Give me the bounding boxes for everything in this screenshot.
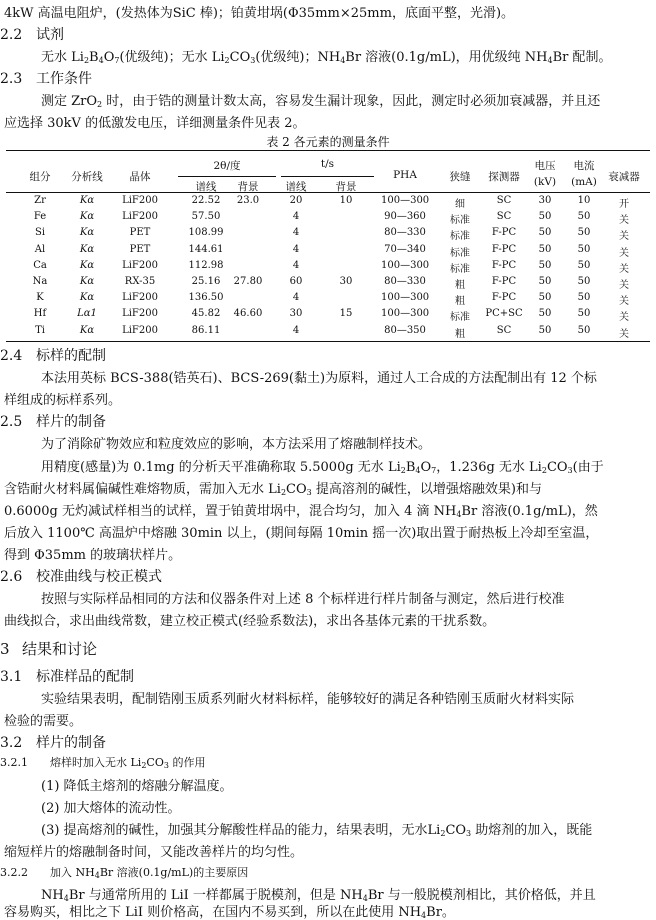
cell-element: Si: [34, 227, 46, 239]
cell-slit: 标准: [450, 231, 470, 243]
cell-attenuator: 关: [619, 328, 629, 340]
header-slit: 狭缝: [449, 171, 471, 183]
section-heading-3-2-2: 3.2.2 加入 $NH_4Br$ 溶液(0.1g/mL)的主要原因: [0, 866, 249, 880]
cell-slit: 标准: [450, 247, 470, 259]
cell-peak-time: 4: [292, 259, 300, 271]
cell-line: Kα: [79, 227, 95, 239]
cell-crystal: LiF200: [122, 259, 158, 271]
cell-peak-angle: 108.99: [188, 227, 224, 239]
header-voltage: 电压: [534, 160, 556, 172]
body-text-line: $NH_4Br$ 与通常所用的 LiI 一样都属于脱模剂，但是 $NH_4Br$ 与一般脱模剂相比，其价格低，并且: [41, 888, 596, 903]
cell-detector: F-PC: [491, 243, 517, 255]
cell-element: Zr: [34, 195, 46, 206]
cell-peak-time: 4: [292, 227, 300, 239]
section-heading-2-4: 2.4 标样的配制: [0, 348, 106, 364]
cell-attenuator: 关: [619, 312, 629, 324]
cell-line: Kα: [79, 276, 95, 287]
header-line: 分析线: [71, 171, 103, 183]
header-voltage-unit: (kV): [533, 176, 557, 188]
cell-slit: 标准: [450, 312, 470, 324]
header-background: 背景: [237, 181, 259, 193]
cell-voltage: 50: [538, 211, 552, 223]
cell-attenuator: 关: [619, 247, 629, 259]
header-subrule-2theta: [178, 176, 276, 177]
section-heading-3-1: 3.1 标准样品的配制: [0, 669, 134, 685]
body-text-line: 缩短样片的熔融制备时间，又能改善样片的均匀性。: [4, 845, 304, 860]
cell-crystal: PET: [129, 243, 151, 255]
cell-pha: 100—300: [381, 259, 430, 271]
header-current-unit: (mA): [571, 176, 597, 188]
header-peak: 谱线: [195, 181, 217, 193]
body-text-line: 为了消除矿物效应和粒度效应的影响，本方法采用了熔融制样技术。: [41, 437, 432, 452]
section-heading-2-5: 2.5 样片的制备: [0, 414, 106, 430]
cell-detector: F-PC: [491, 292, 517, 304]
cell-attenuator: 开: [619, 199, 629, 210]
cell-peak-time: 4: [292, 292, 300, 304]
cell-slit: 粗: [455, 296, 465, 308]
section-heading-3-2-1: 3.2.1 熔样时加入无水 $Li_2CO_3$ 的作用: [0, 756, 206, 770]
cell-detector: PC+SC: [485, 308, 523, 320]
body-text-line: 用精度(感量)为 0.1mg 的分析天平准确称取 5.5000g 无水 $Li_2B_4O_7$，1.236g 无水 $Li_2CO_3$(由于: [41, 460, 604, 475]
cell-element: Hf: [33, 308, 47, 320]
cell-attenuator: 关: [619, 231, 629, 243]
cell-peak-angle: 86.11: [191, 324, 221, 336]
cell-crystal: LiF200: [122, 195, 158, 206]
table-top-rule: [6, 150, 650, 151]
cell-pha: 80—350: [384, 324, 426, 336]
cell-pha: 100—300: [381, 292, 430, 304]
cell-voltage: 50: [538, 243, 552, 255]
cell-element: Ca: [33, 259, 47, 271]
section-heading-2-3: 2.3 工作条件: [0, 71, 92, 87]
cell-detector: SC: [496, 324, 512, 336]
cell-peak-angle: 25.16: [191, 276, 221, 287]
cell-pha: 100—300: [381, 195, 430, 206]
cell-line: Kα: [79, 211, 95, 223]
body-text-line: 无水 $Li_2B_4O_7$(优级纯)；无水 $Li_2CO_3$(优级纯)；$NH_4Br$ 溶液(0.1g/mL)，用优级纯 $NH_4Br$ 配制。: [41, 50, 612, 65]
cell-pha: 90—360: [384, 211, 426, 223]
cell-current: 50: [577, 292, 591, 304]
cell-current: 50: [577, 211, 591, 223]
cell-line: Kα: [79, 292, 95, 304]
cell-current: 50: [577, 324, 591, 336]
cell-slit: 标准: [450, 263, 470, 275]
cell-crystal: LiF200: [122, 292, 158, 304]
cell-peak-angle: 45.82: [191, 308, 221, 320]
body-text-line: 检验的需要。: [4, 714, 83, 729]
cell-peak-time: 30: [289, 308, 303, 320]
table-bottom-rule: [6, 341, 650, 342]
body-text-line: 测定 ZrO$_2$ 时，由于锆的测量计数太高，容易发生漏计现象，因此，测定时必须加衰减器，并且还: [41, 94, 601, 109]
cell-peak-time: 20: [289, 195, 303, 206]
cell-voltage: 50: [538, 227, 552, 239]
cell-peak-angle: 136.50: [188, 292, 224, 304]
table-caption: 表 2 各元素的测量条件: [266, 135, 390, 149]
section-heading-2-6: 2.6 校准曲线与校正模式: [0, 569, 162, 585]
cell-bg-angle: 27.80: [233, 276, 263, 287]
cell-element: Al: [34, 243, 46, 255]
cell-line: Kα: [79, 195, 95, 206]
cell-pha: 100—300: [381, 308, 430, 320]
cell-crystal: LiF200: [122, 211, 158, 223]
section-heading-3: 3 结果和讨论: [0, 640, 98, 658]
body-text-line: 按照与实际样品相同的方法和仪器条件对上述 8 个标样进行样片制备与测定，然后进行校准: [41, 592, 565, 607]
header-attenuator: 衰减器: [608, 171, 640, 183]
cell-detector: SC: [496, 211, 512, 223]
cell-peak-time: 4: [292, 211, 300, 223]
header-two-theta: 2θ/度: [213, 160, 241, 172]
cell-attenuator: 关: [619, 215, 629, 227]
cell-element: K: [36, 292, 44, 304]
cell-slit: 标准: [450, 215, 470, 227]
cell-bg-time: 10: [339, 195, 353, 206]
cell-current: 10: [577, 195, 591, 206]
cell-detector: SC: [496, 195, 512, 206]
body-text-line: 曲线拟合，求出曲线常数，建立校正模式(经验系数法)，求出各基体元素的干扰系数。: [4, 614, 496, 629]
header-subrule-time: [281, 176, 374, 177]
body-text-line: 4kW 高温电阻炉，(发热体为SiC 棒)；铂黄坩埚(Φ35mm×25mm，底面平整，光滑)。: [4, 6, 515, 21]
body-text-line: 后放入 1100℃ 高温炉中熔融 30min 以上，(期间每隔 10min 摇一次)取出置于耐热板上冷却至室温，: [4, 526, 599, 541]
cell-element: Fe: [33, 211, 47, 223]
cell-line: Kα: [79, 259, 95, 271]
cell-line: Lα1: [77, 308, 97, 320]
cell-peak-angle: 112.98: [188, 259, 224, 271]
body-text-line: 得到 Φ35mm 的玻璃状样片。: [4, 548, 182, 563]
cell-crystal: RX-35: [124, 276, 156, 287]
body-text-line: 应选择 30kV 的低激发电压，详细测量条件见表 2。: [4, 116, 306, 131]
list-item: (3) 提高熔剂的碱性，加强其分解酸性样品的能力，结果表明，无水$Li_2CO_3$ 助熔剂的加入，既能: [41, 823, 593, 838]
conditions-table: [0, 150, 656, 342]
cell-detector: F-PC: [491, 227, 517, 239]
cell-slit: 粗: [455, 280, 465, 291]
cell-detector: F-PC: [491, 276, 517, 287]
cell-crystal: LiF200: [122, 324, 158, 336]
cell-bg-time: 30: [339, 276, 353, 287]
list-item: (1) 降低主熔剂的熔融分解温度。: [41, 779, 233, 794]
cell-element: Ti: [35, 324, 45, 336]
cell-crystal: LiF200: [122, 308, 158, 320]
cell-peak-time: 60: [289, 276, 303, 287]
cell-slit: 细: [455, 199, 465, 210]
body-text-line: 实验结果表明，配制锆刚玉质系列耐火材料标样，能够较好的满足各种锆刚玉质耐火材料实际: [41, 692, 575, 707]
list-item: (2) 加大熔体的流动性。: [41, 801, 181, 816]
cell-line: Kα: [79, 243, 95, 255]
header-background: 背景: [335, 181, 357, 193]
cell-attenuator: 关: [619, 263, 629, 275]
body-text-line: 容易购买，相比之下 LiI 则价格高，在国内不易买到，所以在此使用 $NH_4Br$。: [4, 905, 455, 920]
header-detector: 探测器: [488, 171, 520, 183]
cell-bg-angle: 23.0: [236, 195, 260, 206]
body-text-line: 本法用英标 BCS-388(锆英石)、BCS-269(黏土)为原料，通过人工合成的方法配制出有 12 个标: [41, 371, 597, 386]
cell-slit: 粗: [455, 328, 465, 340]
cell-peak-angle: 57.50: [191, 211, 221, 223]
cell-bg-time: 15: [339, 308, 353, 320]
cell-voltage: 50: [538, 324, 552, 336]
cell-peak-time: 4: [292, 243, 300, 255]
header-crystal: 晶体: [129, 171, 151, 183]
header-time: t/s: [320, 158, 335, 170]
cell-detector: F-PC: [491, 259, 517, 271]
cell-peak-angle: 144.61: [188, 243, 224, 255]
cell-attenuator: 关: [619, 296, 629, 308]
cell-voltage: 50: [538, 276, 552, 287]
cell-voltage: 50: [538, 308, 552, 320]
cell-current: 50: [577, 276, 591, 287]
cell-current: 50: [577, 243, 591, 255]
cell-voltage: 50: [538, 259, 552, 271]
header-element: 组分: [29, 171, 51, 183]
section-heading-2-2: 2.2 试剂: [0, 27, 64, 43]
body-text-line: 含锆耐火材料属偏碱性难熔物质，需加入无水 $Li_2CO_3$ 提高溶剂的碱性，以增强熔融效果)和与: [4, 482, 542, 497]
cell-element: Na: [32, 276, 48, 287]
header-peak: 谱线: [285, 181, 307, 193]
cell-pha: 70—340: [384, 243, 426, 255]
cell-bg-angle: 46.60: [233, 308, 263, 320]
section-heading-3-2: 3.2 样片的制备: [0, 735, 106, 751]
cell-peak-angle: 22.52: [191, 195, 221, 206]
cell-crystal: PET: [129, 227, 151, 239]
cell-attenuator: 关: [619, 280, 629, 291]
cell-line: Kα: [79, 324, 95, 336]
body-text-line: 样组成的标样系列。: [4, 393, 122, 408]
cell-pha: 80—330: [384, 227, 426, 239]
cell-pha: 80—330: [384, 276, 426, 287]
cell-current: 50: [577, 308, 591, 320]
cell-voltage: 50: [538, 292, 552, 304]
cell-peak-time: 4: [292, 324, 300, 336]
cell-current: 50: [577, 227, 591, 239]
body-text-line: 0.6000g 无灼减试样相当的试样，置于铂黄坩埚中，混合均匀，加入 4 滴 $NH_4Br$ 溶液(0.1g/mL)，然: [4, 504, 598, 519]
cell-voltage: 30: [538, 195, 552, 206]
header-pha: PHA: [393, 169, 417, 181]
cell-current: 50: [577, 259, 591, 271]
header-current: 电流: [573, 160, 595, 172]
